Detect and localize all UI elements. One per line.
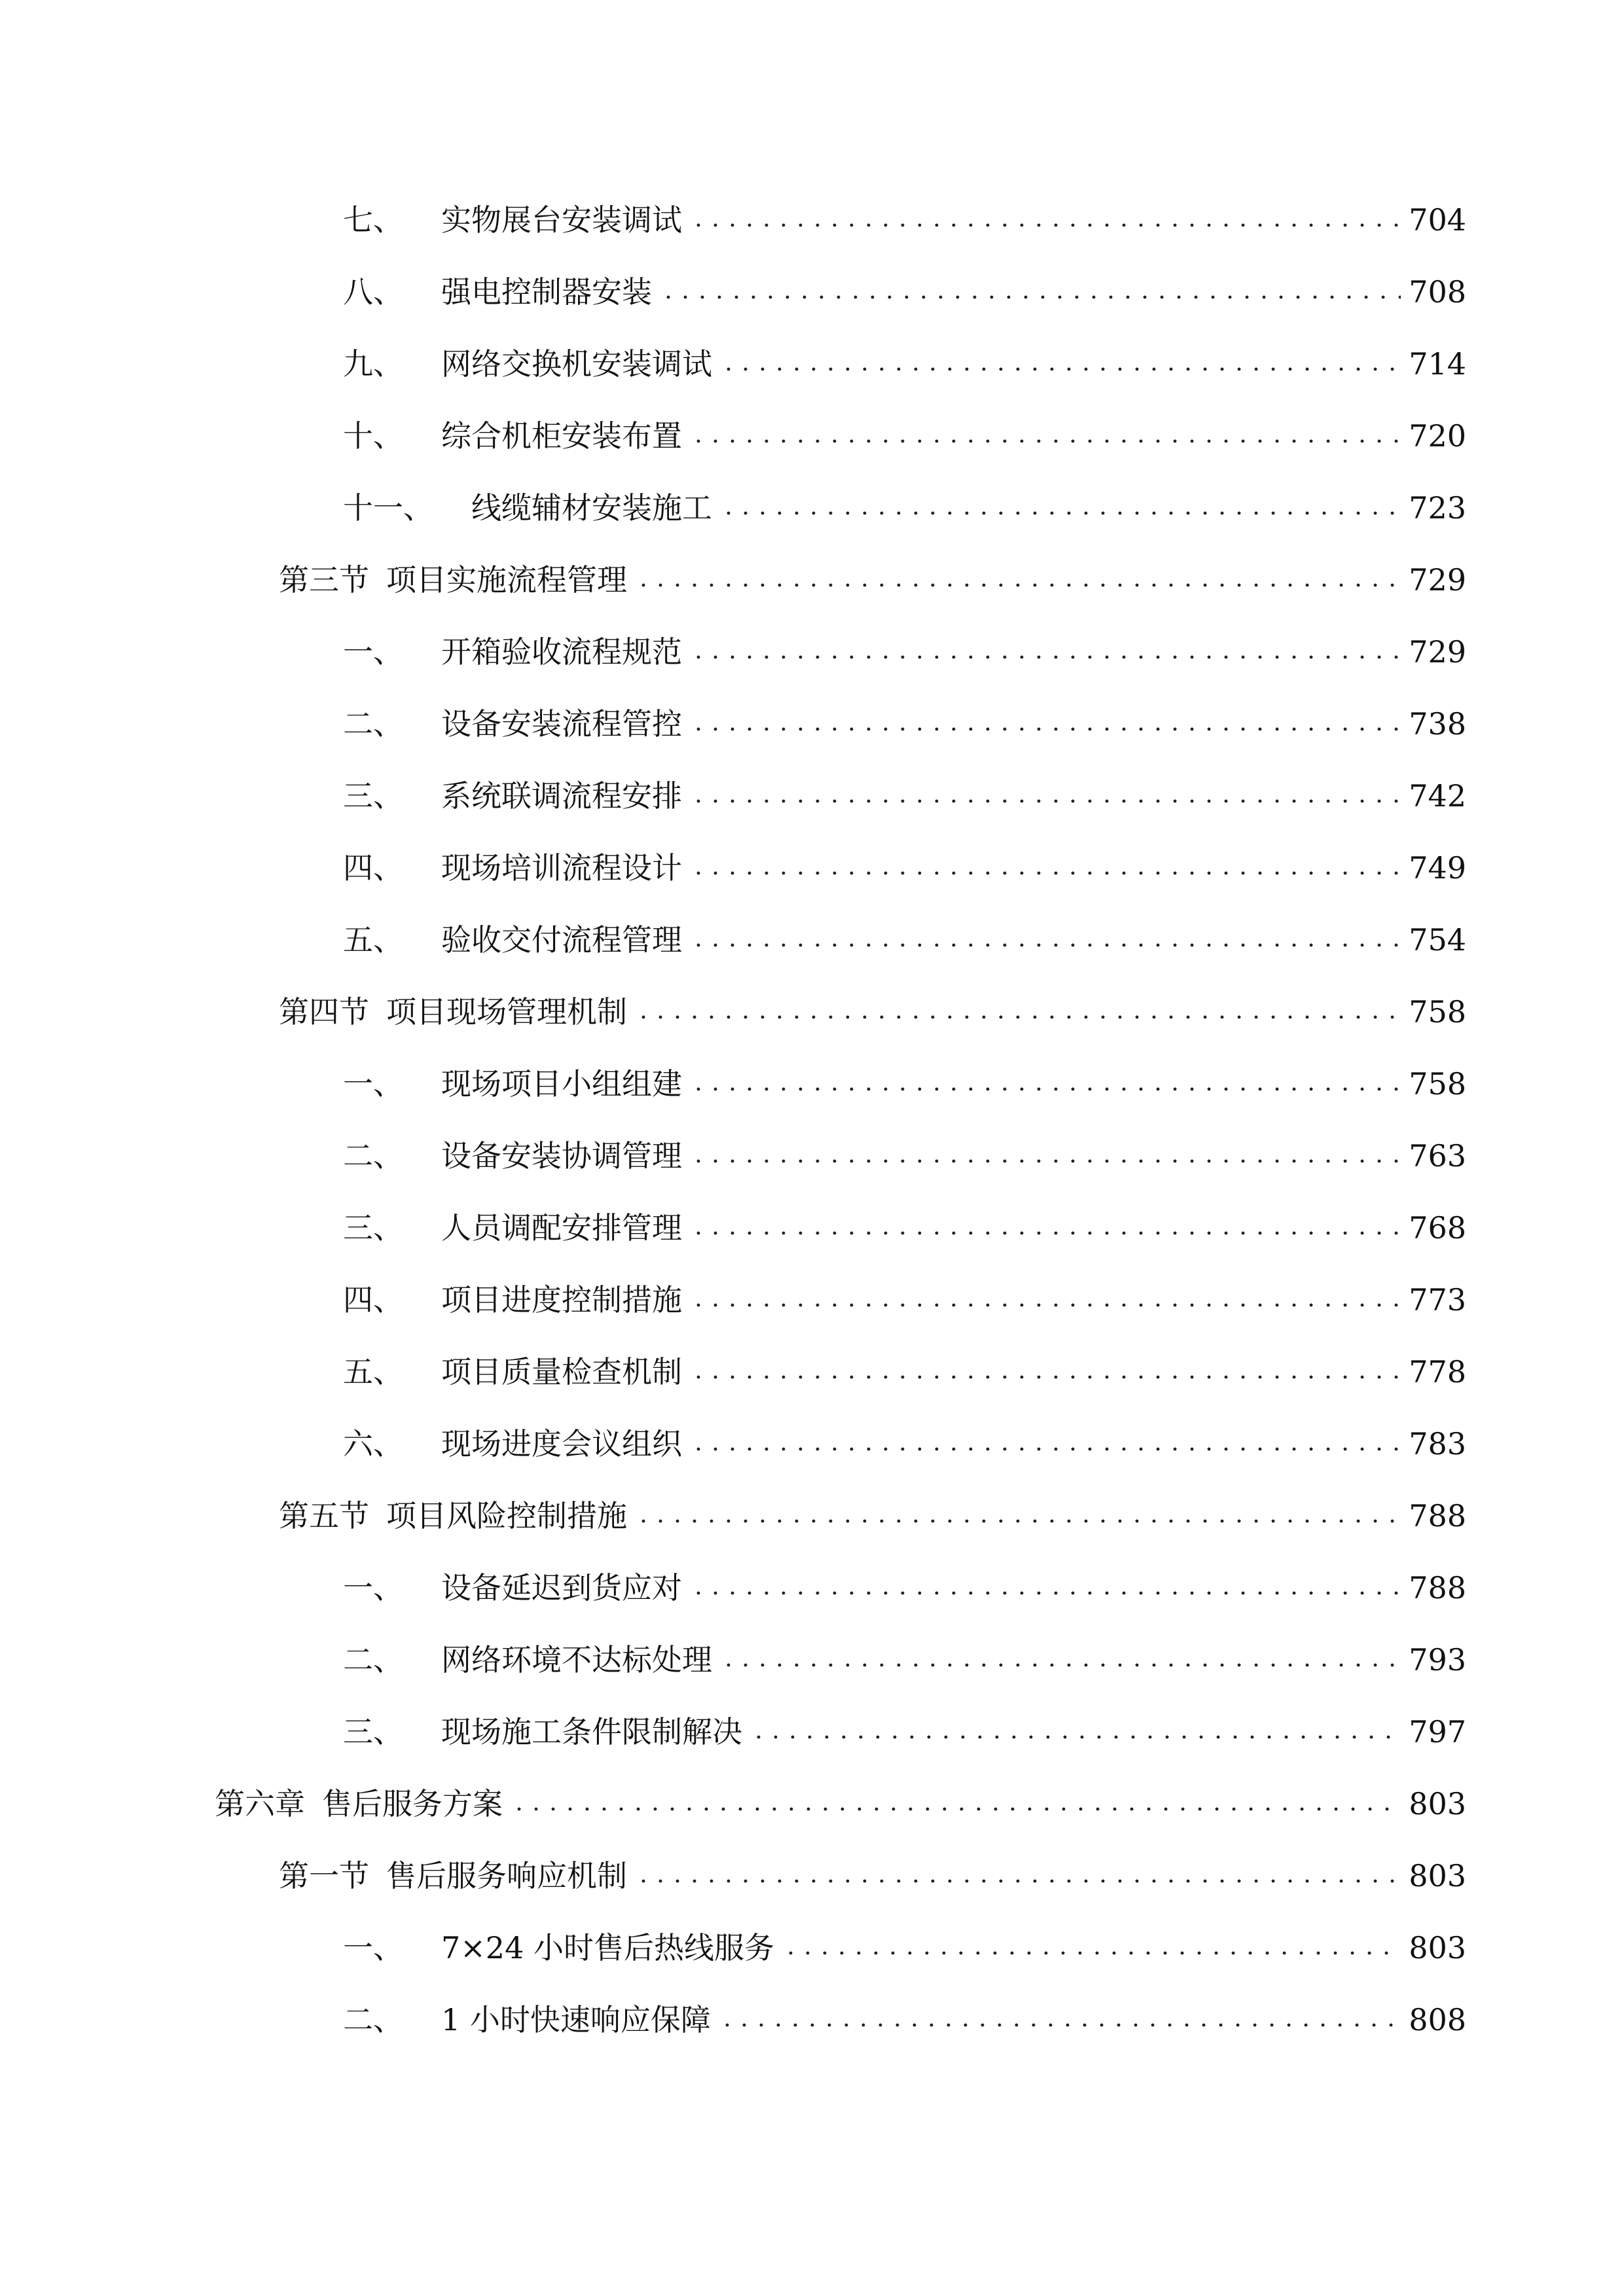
- toc-entry-page: 714: [1409, 346, 1466, 382]
- dot-leader: [720, 511, 1401, 515]
- toc-entry-title: 售后服务方案: [322, 1786, 503, 1821]
- toc-entry-title: 项目风险控制措施: [386, 1498, 627, 1534]
- toc-entry-page: 778: [1409, 1354, 1466, 1390]
- dot-leader: [660, 295, 1401, 299]
- toc-entry-page: 797: [1409, 1714, 1466, 1749]
- toc-entry-title: 网络交换机安装调试: [441, 346, 712, 382]
- toc-entry[interactable]: [343, 1133, 1466, 1179]
- toc-entry[interactable]: [279, 989, 1466, 1035]
- dot-leader: [690, 1447, 1401, 1451]
- toc-entry-label: 第三节: [279, 562, 369, 598]
- toc-entry-title: 设备延迟到货应对: [441, 1570, 682, 1605]
- toc-entry[interactable]: [343, 1997, 1466, 2043]
- toc-entry-label: 一、: [343, 1930, 403, 1965]
- toc-entry-title: 现场项目小组组建: [441, 1066, 682, 1102]
- toc-entry[interactable]: [343, 1421, 1466, 1467]
- toc-entry-label: 九、: [343, 346, 403, 382]
- toc-entry-title: 线缆辅材安装施工: [471, 490, 712, 526]
- toc-entry-page: 763: [1409, 1138, 1466, 1174]
- toc-entry-title: 设备安装协调管理: [441, 1138, 682, 1174]
- toc-entry[interactable]: [343, 1061, 1466, 1107]
- toc-entry-label: 八、: [343, 274, 403, 310]
- toc-entry-title: 开箱验收流程规范: [441, 634, 682, 670]
- toc-entry-label: 第一节: [279, 1858, 369, 1893]
- dot-leader: [635, 1015, 1401, 1019]
- dot-leader: [690, 1591, 1401, 1595]
- toc-entry-page: 738: [1409, 706, 1466, 742]
- toc-entry[interactable]: [343, 269, 1466, 315]
- toc-entry-label: 第五节: [279, 1498, 369, 1534]
- toc-entry-label: 二、: [343, 1138, 403, 1174]
- toc-entry-page: 788: [1409, 1498, 1466, 1534]
- toc-entry-page: 788: [1409, 1570, 1466, 1605]
- toc-entry-label: 三、: [343, 1714, 403, 1749]
- toc-entry-page: 758: [1409, 994, 1466, 1030]
- dot-leader: [635, 1879, 1401, 1883]
- dot-leader: [690, 655, 1401, 659]
- toc-entry-label: 三、: [343, 778, 403, 814]
- toc-entry-label: 十一、: [343, 490, 433, 526]
- toc-entry-page: 803: [1409, 1930, 1466, 1965]
- toc-entry-title: 现场培训流程设计: [441, 850, 682, 886]
- toc-entry-page: 803: [1409, 1858, 1466, 1893]
- toc-entry-title: 强电控制器安装: [441, 274, 652, 310]
- dot-leader: [635, 583, 1401, 587]
- dot-leader: [720, 367, 1401, 371]
- toc-entry-page: 704: [1409, 202, 1466, 238]
- dot-leader: [690, 943, 1401, 947]
- toc-entry[interactable]: [343, 773, 1466, 819]
- toc-entry-title: 现场施工条件限制解决: [441, 1714, 742, 1749]
- toc-entry-title: 人员调配安排管理: [441, 1210, 682, 1246]
- toc-entry[interactable]: [343, 1565, 1466, 1611]
- toc-entry-title: 售后服务响应机制: [386, 1858, 627, 1893]
- toc-entry-label: 二、: [343, 706, 403, 742]
- dot-leader: [690, 871, 1401, 875]
- toc-entry[interactable]: [343, 197, 1466, 243]
- toc-entry[interactable]: [343, 341, 1466, 387]
- toc-entry-label: 二、: [343, 2002, 403, 2037]
- toc-entry-page: 708: [1409, 274, 1466, 310]
- dot-leader: [690, 439, 1401, 443]
- toc-entry[interactable]: [279, 1853, 1466, 1899]
- toc-entry[interactable]: [343, 845, 1466, 891]
- toc-entry-label: 四、: [343, 850, 403, 886]
- dot-leader: [511, 1807, 1401, 1811]
- toc-entry[interactable]: [343, 917, 1466, 963]
- toc-entry-title: 实物展台安装调试: [441, 202, 682, 238]
- dot-leader: [690, 1231, 1401, 1235]
- toc-entry-page: 803: [1409, 1786, 1466, 1821]
- toc-entry-page: 742: [1409, 778, 1466, 814]
- toc-entry-title: 网络环境不达标处理: [441, 1642, 712, 1677]
- toc-entry-label: 三、: [343, 1210, 403, 1246]
- toc-entry-label: 五、: [343, 922, 403, 958]
- dot-leader: [690, 1087, 1401, 1091]
- toc-entry[interactable]: [343, 1205, 1466, 1251]
- toc-entry-label: 第六章: [215, 1786, 305, 1821]
- toc-entry[interactable]: [343, 1709, 1466, 1755]
- dot-leader: [690, 1303, 1401, 1307]
- toc-entry-title: 项目现场管理机制: [386, 994, 627, 1030]
- toc-entry-title: 项目进度控制措施: [441, 1282, 682, 1318]
- toc-entry-page: 783: [1409, 1426, 1466, 1462]
- toc-entry-page: 754: [1409, 922, 1466, 958]
- toc-entry-label: 四、: [343, 1282, 403, 1318]
- dot-leader: [690, 1375, 1401, 1379]
- toc-entry[interactable]: [279, 1493, 1466, 1539]
- toc-entry-page: 749: [1409, 850, 1466, 886]
- toc-entry[interactable]: [279, 557, 1466, 603]
- toc-entry-label: 二、: [343, 1642, 403, 1677]
- toc-entry-title: 项目实施流程管理: [386, 562, 627, 598]
- dot-leader: [690, 799, 1401, 803]
- dot-leader: [750, 1735, 1401, 1739]
- toc-entry-label: 第四节: [279, 994, 369, 1030]
- toc-entry-page: 723: [1409, 490, 1466, 526]
- dot-leader: [690, 223, 1401, 227]
- toc-entry-page: 808: [1409, 2002, 1466, 2037]
- toc-entry-title: 验收交付流程管理: [441, 922, 682, 958]
- toc-entry-title: 7×24 小时售后热线服务: [441, 1930, 774, 1965]
- toc-entry-label: 一、: [343, 1570, 403, 1605]
- toc-entry[interactable]: [343, 485, 1466, 531]
- toc-entry-label: 十、: [343, 418, 403, 454]
- toc-entry-title: 设备安装流程管控: [441, 706, 682, 742]
- toc-entry[interactable]: [343, 1349, 1466, 1395]
- toc-entry-label: 一、: [343, 1066, 403, 1102]
- toc-entry[interactable]: [343, 1277, 1466, 1323]
- toc-entry-title: 1 小时快速响应保障: [441, 2002, 711, 2037]
- toc-entry-label: 七、: [343, 202, 403, 238]
- toc-entry-page: 773: [1409, 1282, 1466, 1318]
- dot-leader: [720, 1663, 1401, 1667]
- toc-entry-page: 720: [1409, 418, 1466, 454]
- dot-leader: [690, 727, 1401, 731]
- dot-leader: [782, 1951, 1401, 1955]
- toc-entry[interactable]: [343, 413, 1466, 459]
- toc-entry-page: 758: [1409, 1066, 1466, 1102]
- toc-entry[interactable]: [343, 629, 1466, 675]
- toc-entry-page: 768: [1409, 1210, 1466, 1246]
- toc-entry-title: 现场进度会议组织: [441, 1426, 682, 1462]
- toc-entry-label: 六、: [343, 1426, 403, 1462]
- toc-entry[interactable]: [343, 701, 1466, 747]
- toc-entry[interactable]: [343, 1925, 1466, 1971]
- toc-entry-title: 系统联调流程安排: [441, 778, 682, 814]
- toc-entry-label: 一、: [343, 634, 403, 670]
- dot-leader: [635, 1519, 1401, 1523]
- toc-entry-page: 729: [1409, 562, 1466, 598]
- toc-entry-label: 五、: [343, 1354, 403, 1390]
- toc-entry-title: 项目质量检查机制: [441, 1354, 682, 1390]
- toc-entry[interactable]: [343, 1637, 1466, 1683]
- toc-entry-title: 综合机柜安装布置: [441, 418, 682, 454]
- dot-leader: [690, 1159, 1401, 1163]
- toc-entry-page: 793: [1409, 1642, 1466, 1677]
- toc-entry[interactable]: [215, 1781, 1466, 1827]
- dot-leader: [719, 2023, 1401, 2027]
- toc-entry-page: 729: [1409, 634, 1466, 670]
